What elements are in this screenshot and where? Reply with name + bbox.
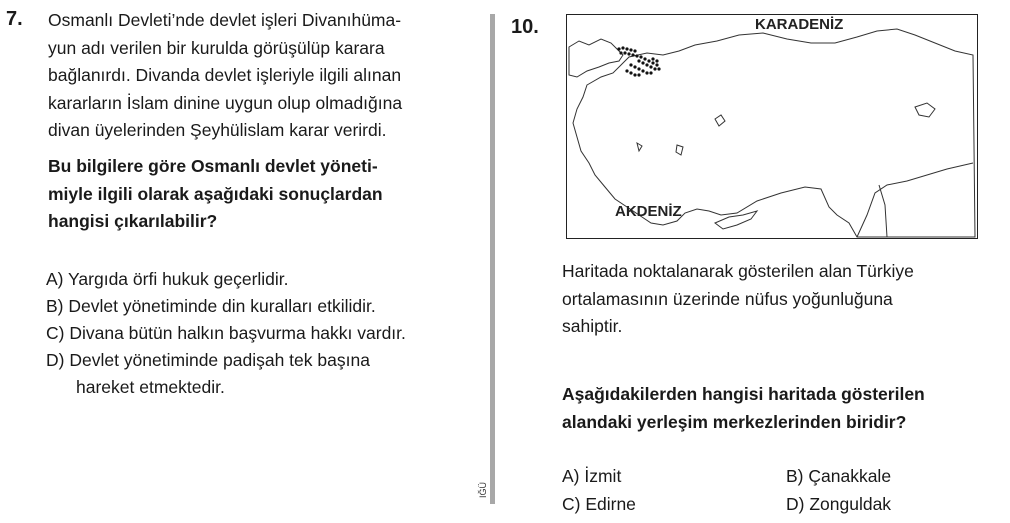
q10-option-d[interactable]: D) Zonguldak [786,494,892,514]
q7-option-b[interactable]: B) Devlet yönetiminde din kuralları etkilidir. [46,296,376,316]
q7-text-line: kararların İslam dinine uygun olup olmadığına [48,92,403,113]
q7-prompt-line: miyle ilgili olarak aşağıdaki sonuçlardan [48,183,383,204]
q7-option-d-continuation: hareket etmektedir. [76,377,225,397]
question-7-number: 7. [6,8,23,30]
q7-option-d[interactable]: D) Devlet yönetiminde padişah tek başına [46,350,370,370]
map-label-karadeniz: KARADENİZ [755,16,844,33]
q10-prompt-line: Aşağıdakilerden hangisi haritada gösterilen [562,384,925,404]
q7-text-line: Osmanlı Devleti’nde devlet işleri Divanıhüma- [48,10,402,30]
question-10-text [562,258,914,341]
q7-prompt-line: hangisi çıkarılabilir? [48,211,218,231]
map-label-akdeniz: AKDENİZ [615,203,682,220]
q7-option-a[interactable]: A) Yargıda örfi hukuk geçerlidir. [46,269,289,289]
column-divider [490,14,495,504]
q10-text-line: sahiptir. [562,316,623,336]
q7-prompt-line: Bu bilgilere göre Osmanlı devlet yöneti- [48,156,378,176]
q7-option-c[interactable]: C) Divana bütün halkın başvurma hakkı vardır. [46,323,406,343]
q10-option-c[interactable]: C) Edirne [562,494,636,514]
q10-text-line: Haritada noktalanarak gösterilen alan Türkiye [562,261,914,281]
side-label: IĞÜ [478,481,488,498]
q7-text-line: yun adı verilen bir kurulda görüşülüp karara [48,37,385,58]
q7-text-line: bağlanırdı. Divanda devlet işleriyle ilgili alınan [48,65,402,85]
q10-text-line: ortalamasının üzerinde nüfus yoğunluğuna [562,288,893,309]
q10-option-a[interactable]: A) İzmit [562,466,622,486]
q10-prompt-line: alandaki yerleşim merkezlerinden biridir? [562,411,907,432]
question-7-text [48,7,402,145]
turkey-map [566,14,978,239]
q7-text-line: divan üyelerinden Şeyhülislam karar verirdi. [48,120,387,140]
question-7-prompt [48,153,383,236]
question-10-number: 10. [511,16,539,38]
q10-option-b[interactable]: B) Çanakkale [786,466,892,486]
question-10-prompt [562,381,925,436]
